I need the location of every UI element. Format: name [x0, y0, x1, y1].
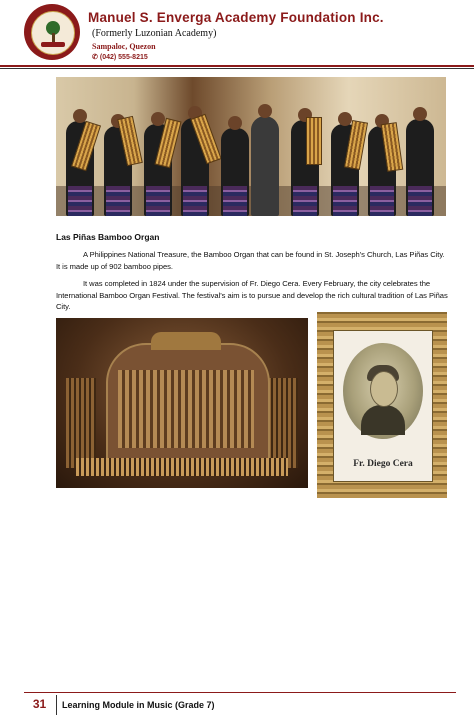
phone-icon: ✆	[92, 54, 98, 61]
footer-divider	[56, 695, 57, 715]
bamboo-organ-photo	[56, 318, 308, 488]
school-seal-logo	[24, 4, 80, 60]
portrait-image	[343, 343, 423, 439]
portrait-frame	[317, 312, 447, 498]
school-address: Sampaloc, Quezon	[92, 42, 156, 51]
header-rule-secondary	[0, 68, 474, 69]
portrait-label: Fr. Diego Cera	[353, 459, 413, 469]
section-caption: Las Piñas Bamboo Organ	[56, 232, 160, 242]
footer-rule	[24, 692, 456, 693]
school-name: Manuel S. Enverga Academy Foundation Inc.	[88, 10, 384, 25]
paragraph-1: A Philippines National Treasure, the Bamboo Organ that can be found in St. Joseph’s Church, Las Piñas City. It is made up of 902 bamboo pipes.	[56, 250, 445, 271]
paragraph-2: It was completed in 1824 under the supervision of Fr. Diego Cera. Every February, the city celebrates the International Bamboo Organ Festival. The festival’s aim is to pursue and develop the rich cultural tradition of Las Piñas City.	[56, 279, 448, 311]
school-former-name: (Formerly Luzonian Academy)	[92, 28, 217, 39]
school-phone-number: (042) 555-8215	[99, 54, 148, 61]
header-rule	[0, 65, 474, 67]
footer-title: Learning Module in Music (Grade 7)	[62, 700, 215, 710]
school-phone	[92, 53, 148, 61]
page-header	[0, 0, 474, 68]
ensemble-photo	[56, 77, 446, 216]
page-number: 31	[32, 697, 47, 711]
